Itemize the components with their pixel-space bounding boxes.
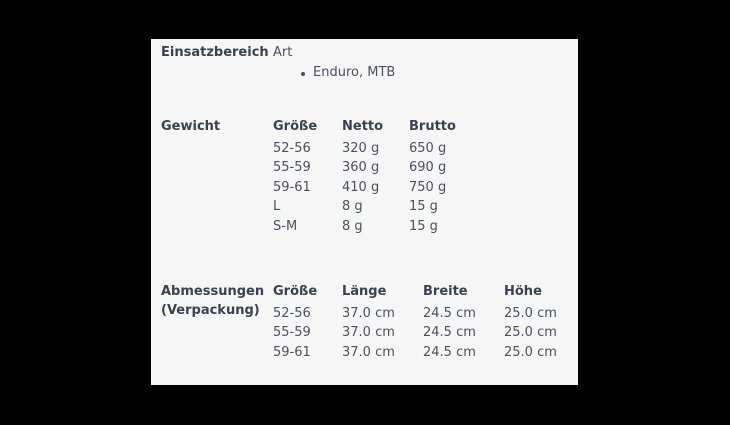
abmessungen-cell: 59-61	[273, 345, 311, 360]
gewicht-cell: 59-61	[273, 180, 311, 195]
einsatzbereich-header-art: Art	[273, 45, 293, 60]
bullet-icon	[301, 72, 305, 76]
abmessungen-cell: 25.0 cm	[504, 345, 557, 360]
gewicht-cell: 360 g	[342, 160, 380, 175]
abmessungen-cell: 25.0 cm	[504, 325, 557, 340]
gewicht-header-brutto: Brutto	[409, 119, 456, 134]
gewicht-cell: 410 g	[342, 180, 380, 195]
abmessungen-header-breite: Breite	[423, 284, 468, 299]
section-label-gewicht: Gewicht	[161, 119, 221, 134]
spec-panel	[151, 39, 578, 385]
gewicht-cell: S-M	[273, 219, 298, 234]
einsatzbereich-item: Enduro, MTB	[313, 65, 396, 80]
abmessungen-cell: 37.0 cm	[342, 345, 395, 360]
abmessungen-cell: 24.5 cm	[423, 306, 476, 321]
gewicht-cell: 8 g	[342, 219, 363, 234]
gewicht-cell: 650 g	[409, 141, 447, 156]
gewicht-cell: L	[273, 199, 281, 214]
abmessungen-cell: 37.0 cm	[342, 306, 395, 321]
abmessungen-cell: 24.5 cm	[423, 345, 476, 360]
section-label-abmessungen: Abmessungen	[161, 284, 265, 299]
gewicht-cell: 15 g	[409, 199, 438, 214]
section-label-verpackung: (Verpackung)	[161, 303, 260, 318]
abmessungen-cell: 55-59	[273, 325, 311, 340]
gewicht-cell: 750 g	[409, 180, 447, 195]
gewicht-cell: 690 g	[409, 160, 447, 175]
abmessungen-cell: 25.0 cm	[504, 306, 557, 321]
abmessungen-cell: 37.0 cm	[342, 325, 395, 340]
abmessungen-header-hoehe: Höhe	[504, 284, 542, 299]
abmessungen-header-groesse: Größe	[273, 284, 318, 299]
gewicht-header-groesse: Größe	[273, 119, 318, 134]
gewicht-cell: 55-59	[273, 160, 311, 175]
section-label-einsatzbereich: Einsatzbereich	[161, 45, 269, 60]
gewicht-cell: 15 g	[409, 219, 438, 234]
gewicht-cell: 320 g	[342, 141, 380, 156]
gewicht-header-netto: Netto	[342, 119, 384, 134]
gewicht-cell: 52-56	[273, 141, 311, 156]
gewicht-cell: 8 g	[342, 199, 363, 214]
abmessungen-cell: 24.5 cm	[423, 325, 476, 340]
abmessungen-cell: 52-56	[273, 306, 311, 321]
abmessungen-header-laenge: Länge	[342, 284, 387, 299]
